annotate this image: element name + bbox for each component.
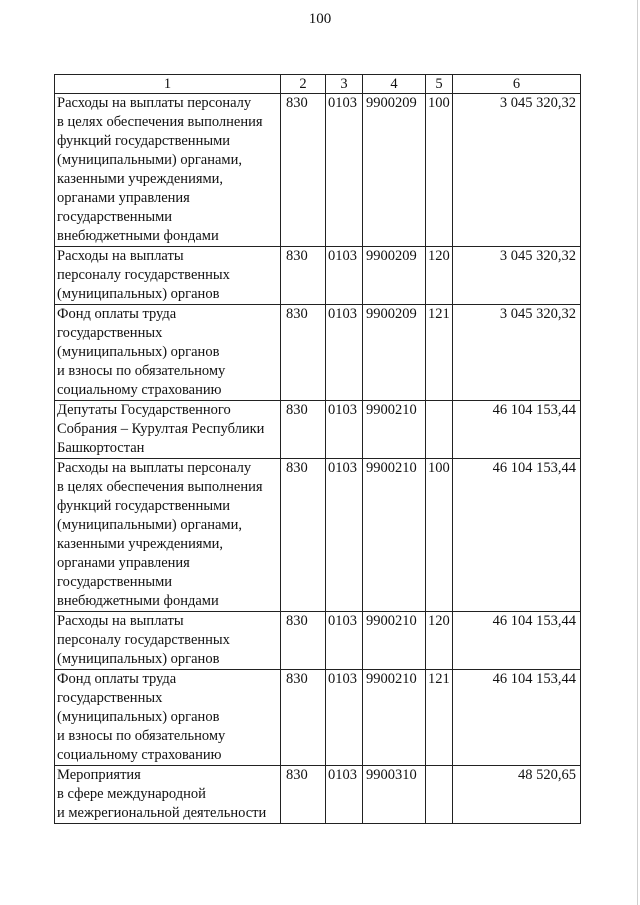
expense-name-line: в целях обеспечения выполнения bbox=[57, 479, 263, 495]
target-article-cell: 9900209 bbox=[363, 247, 426, 305]
expense-name-line: (муниципальных) органов bbox=[57, 344, 220, 360]
expense-name-line: персоналу государственных bbox=[57, 632, 230, 648]
expense-name-line: Собрания – Курултая Республики bbox=[57, 421, 265, 437]
section-code-cell: 0103 bbox=[326, 766, 363, 824]
column-header-2: 2 bbox=[281, 75, 326, 94]
column-header-6: 6 bbox=[453, 75, 581, 94]
column-header-4: 4 bbox=[363, 75, 426, 94]
expense-name-line: Фонд оплаты труда bbox=[57, 671, 177, 687]
expense-name-line: государственных bbox=[57, 690, 163, 706]
target-article-cell: 9900310 bbox=[363, 766, 426, 824]
grbs-code-cell: 830 bbox=[281, 305, 326, 401]
expense-type-cell: 121 bbox=[426, 305, 453, 401]
expense-name-line: органами управления bbox=[57, 555, 190, 571]
amount-cell: 46 104 153,44 bbox=[453, 612, 581, 670]
column-header-5: 5 bbox=[426, 75, 453, 94]
expense-name-line: Расходы на выплаты bbox=[57, 248, 184, 264]
section-code-cell: 0103 bbox=[326, 305, 363, 401]
expense-name-line: Фонд оплаты труда bbox=[57, 306, 177, 322]
grbs-code-cell: 830 bbox=[281, 612, 326, 670]
target-article-cell: 9900210 bbox=[363, 670, 426, 766]
expense-name-line: социальному страхованию bbox=[57, 382, 222, 398]
expense-type-cell: 121 bbox=[426, 670, 453, 766]
expense-name-line: государственными bbox=[57, 209, 173, 225]
table-row bbox=[55, 670, 581, 766]
expense-type-cell: 120 bbox=[426, 612, 453, 670]
target-article-cell: 9900209 bbox=[363, 305, 426, 401]
section-code-cell: 0103 bbox=[326, 401, 363, 459]
grbs-code-cell: 830 bbox=[281, 94, 326, 247]
amount-cell: 46 104 153,44 bbox=[453, 670, 581, 766]
expense-name-line: Башкортостан bbox=[57, 440, 145, 456]
expense-name-cell bbox=[55, 305, 281, 401]
expense-name-line: государственных bbox=[57, 325, 163, 341]
section-code-cell: 0103 bbox=[326, 670, 363, 766]
expense-type-cell bbox=[426, 766, 453, 824]
expense-name-cell bbox=[55, 247, 281, 305]
expense-name-line: и межрегиональной деятельности bbox=[57, 805, 267, 821]
table-row bbox=[55, 459, 581, 612]
amount-cell: 3 045 320,32 bbox=[453, 94, 581, 247]
target-article-cell: 9900210 bbox=[363, 401, 426, 459]
grbs-code-cell: 830 bbox=[281, 401, 326, 459]
expense-name-line: (муниципальными) органами, bbox=[57, 152, 242, 168]
table-row bbox=[55, 401, 581, 459]
expense-name-cell bbox=[55, 459, 281, 612]
section-code-cell: 0103 bbox=[326, 612, 363, 670]
expense-name-line: в сфере международной bbox=[57, 786, 206, 802]
expense-name-line: (муниципальных) органов bbox=[57, 651, 220, 667]
expense-name-cell bbox=[55, 670, 281, 766]
expense-name-line: Расходы на выплаты bbox=[57, 613, 184, 629]
section-code-cell: 0103 bbox=[326, 247, 363, 305]
target-article-cell: 9900210 bbox=[363, 612, 426, 670]
expense-name-cell bbox=[55, 612, 281, 670]
amount-cell: 48 520,65 bbox=[453, 766, 581, 824]
expense-name-cell bbox=[55, 401, 281, 459]
expense-name-line: социальному страхованию bbox=[57, 747, 222, 763]
amount-cell: 3 045 320,32 bbox=[453, 247, 581, 305]
expense-name-line: и взносы по обязательному bbox=[57, 363, 226, 379]
expense-name-line: Расходы на выплаты персоналу bbox=[57, 95, 252, 111]
expense-name-line: функций государственными bbox=[57, 498, 231, 514]
expense-name-line: Расходы на выплаты персоналу bbox=[57, 460, 252, 476]
expense-name-line: функций государственными bbox=[57, 133, 231, 149]
expense-name-line: в целях обеспечения выполнения bbox=[57, 114, 263, 130]
expense-name-line: (муниципальных) органов bbox=[57, 709, 220, 725]
target-article-cell: 9900209 bbox=[363, 94, 426, 247]
amount-cell: 3 045 320,32 bbox=[453, 305, 581, 401]
expense-name-line: казенными учреждениями, bbox=[57, 171, 224, 187]
expense-name-line: Мероприятия bbox=[57, 767, 141, 783]
grbs-code-cell: 830 bbox=[281, 459, 326, 612]
expense-type-cell: 100 bbox=[426, 94, 453, 247]
table-row bbox=[55, 612, 581, 670]
table-row bbox=[55, 766, 581, 824]
expense-name-line: персоналу государственных bbox=[57, 267, 230, 283]
expense-name-line: (муниципальных) органов bbox=[57, 286, 220, 302]
column-header-1: 1 bbox=[55, 75, 281, 94]
expense-name-line: государственными bbox=[57, 574, 173, 590]
table-body bbox=[55, 94, 581, 824]
expense-name-line: внебюджетными фондами bbox=[57, 593, 219, 609]
grbs-code-cell: 830 bbox=[281, 670, 326, 766]
grbs-code-cell: 830 bbox=[281, 766, 326, 824]
table-row bbox=[55, 305, 581, 401]
section-code-cell: 0103 bbox=[326, 459, 363, 612]
amount-cell: 46 104 153,44 bbox=[453, 459, 581, 612]
expense-name-line: Депутаты Государственного bbox=[57, 402, 231, 418]
table-row bbox=[55, 247, 581, 305]
scan-edge-line bbox=[637, 0, 638, 905]
header-row bbox=[55, 75, 581, 94]
page-number: 100 bbox=[308, 11, 332, 27]
expense-type-cell bbox=[426, 401, 453, 459]
amount-cell: 46 104 153,44 bbox=[453, 401, 581, 459]
expense-name-line: казенными учреждениями, bbox=[57, 536, 224, 552]
expense-name-line: внебюджетными фондами bbox=[57, 228, 219, 244]
expense-name-line: органами управления bbox=[57, 190, 190, 206]
table-row bbox=[55, 94, 581, 247]
expense-type-cell: 100 bbox=[426, 459, 453, 612]
section-code-cell: 0103 bbox=[326, 94, 363, 247]
expense-name-cell bbox=[55, 766, 281, 824]
expense-name-line: и взносы по обязательному bbox=[57, 728, 226, 744]
expense-name-line: (муниципальными) органами, bbox=[57, 517, 242, 533]
target-article-cell: 9900210 bbox=[363, 459, 426, 612]
column-header-3: 3 bbox=[326, 75, 363, 94]
expense-type-cell: 120 bbox=[426, 247, 453, 305]
budget-table bbox=[54, 74, 581, 824]
grbs-code-cell: 830 bbox=[281, 247, 326, 305]
expense-name-cell bbox=[55, 94, 281, 247]
